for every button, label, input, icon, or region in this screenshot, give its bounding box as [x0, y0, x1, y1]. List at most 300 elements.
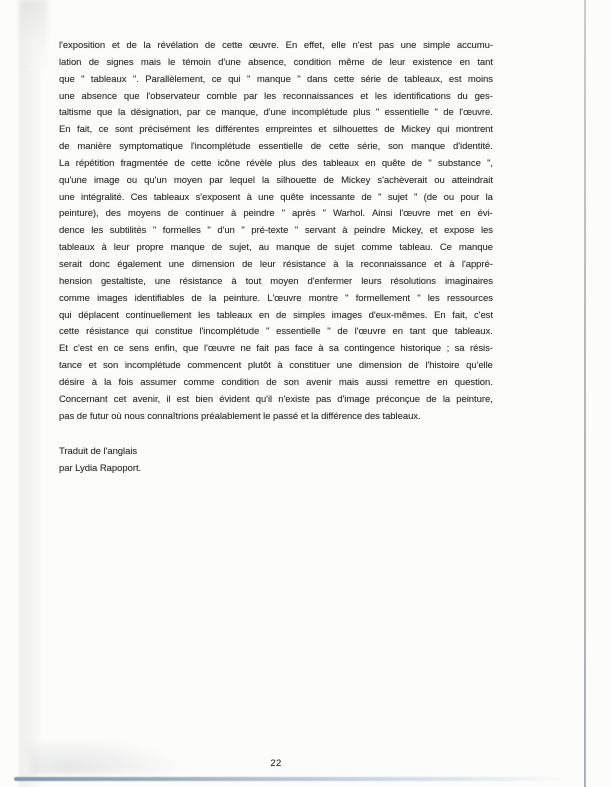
- word: des: [364, 410, 380, 422]
- text-line: [59, 343, 493, 360]
- word: tableaux,: [404, 73, 443, 85]
- word: répétition: [75, 157, 115, 169]
- word: le: [263, 410, 271, 422]
- word: Concernant: [59, 393, 108, 405]
- word: qu'un: [144, 174, 167, 186]
- word: ",: [487, 157, 493, 169]
- word: comble: [206, 90, 237, 102]
- word: identifiables: [134, 292, 185, 304]
- word: ": [345, 292, 349, 304]
- word: ": [428, 157, 432, 169]
- word: et: [433, 258, 442, 270]
- word: d'un: [217, 225, 235, 237]
- word: Ces: [130, 191, 148, 203]
- word: la: [345, 258, 354, 270]
- text-line: [59, 141, 493, 158]
- word: formellement: [355, 292, 411, 304]
- word: remettre: [394, 376, 430, 388]
- word: existence: [412, 56, 453, 68]
- word: essentielle: [258, 141, 303, 153]
- word: c'est: [73, 343, 93, 355]
- word: de: [88, 56, 100, 68]
- word: Parallèlement,: [145, 73, 206, 85]
- word: tableaux: [59, 242, 95, 254]
- word: et: [88, 360, 97, 372]
- left-gutter-shadow-top: [20, 0, 47, 75]
- text-line: [59, 124, 493, 141]
- word: ": [81, 73, 85, 85]
- word: de: [276, 309, 287, 321]
- word: désire: [59, 376, 85, 388]
- word: et: [360, 90, 369, 102]
- word: résistance: [283, 258, 326, 270]
- word: l'histoire: [425, 360, 460, 372]
- word: d'eux-mêmes.: [368, 309, 428, 321]
- word: est: [176, 393, 190, 405]
- word: Mickey: [341, 174, 371, 186]
- word: d'identité.: [453, 141, 493, 153]
- word: en: [437, 376, 448, 388]
- word: comme: [59, 292, 90, 304]
- word: évident: [219, 393, 250, 405]
- word: la: [311, 410, 319, 422]
- word: ": [322, 208, 326, 220]
- word: le: [168, 56, 176, 68]
- word: ": [152, 225, 157, 237]
- word: donc: [89, 258, 110, 270]
- text-line: [59, 74, 493, 91]
- word: ": [413, 191, 418, 203]
- word: et: [111, 40, 120, 51]
- word: ou: [126, 174, 138, 186]
- word: moyen: [270, 275, 299, 287]
- word: tableaux: [323, 157, 359, 169]
- word: ": [294, 225, 299, 237]
- word: Ainsi: [372, 208, 393, 220]
- word: peinture),: [59, 208, 99, 220]
- text-line: [59, 394, 493, 411]
- word: plus: [278, 157, 296, 169]
- word: ": [327, 326, 331, 338]
- word: formelles: [162, 225, 201, 237]
- word: condition: [221, 376, 260, 388]
- word: signes: [106, 56, 134, 68]
- word: Ce: [439, 242, 452, 254]
- word: manque,: [221, 107, 259, 119]
- word: montre: [308, 292, 338, 304]
- text-line: [59, 310, 493, 327]
- word: cette: [329, 141, 350, 153]
- word: quête: [280, 191, 304, 203]
- word: connaîtrions: [147, 410, 199, 422]
- word: manque: [458, 242, 493, 254]
- word: l'incomplétude: [199, 326, 260, 338]
- text-line: [59, 91, 493, 108]
- word: une: [59, 191, 75, 203]
- word: ce: [113, 343, 124, 355]
- word: la: [442, 393, 451, 405]
- word: montrent: [455, 124, 493, 136]
- word: en: [365, 157, 376, 169]
- word: en: [460, 208, 471, 220]
- word: (de: [423, 191, 438, 203]
- word: ": [375, 107, 380, 119]
- word: substance: [437, 157, 481, 169]
- word: à: [231, 275, 237, 287]
- word: effet,: [303, 40, 325, 51]
- word: lequel: [229, 174, 255, 186]
- word: cet: [113, 393, 127, 405]
- text-line: [59, 57, 493, 74]
- word: ": [417, 292, 421, 304]
- translator-credit-line: Traduit de l'anglais: [59, 446, 138, 457]
- word: En: [434, 309, 446, 321]
- word: ": [241, 225, 245, 237]
- page-bottom-edge: [14, 777, 566, 781]
- word: résis-: [470, 343, 493, 355]
- word: à: [231, 208, 237, 220]
- word: ou: [434, 174, 445, 186]
- word: tableaux: [153, 191, 190, 203]
- page-right-edge: [584, 0, 586, 787]
- word: serait: [59, 258, 82, 270]
- word: à: [318, 343, 324, 355]
- word: révèle: [246, 157, 273, 169]
- word: peinture,: [456, 393, 493, 405]
- word: qu'elle: [466, 360, 493, 372]
- word: œuvre.: [249, 40, 279, 51]
- word: plus: [353, 107, 371, 119]
- word: tableaux: [90, 73, 127, 85]
- translator-credit: [59, 446, 359, 480]
- word: l'exposition: [59, 40, 106, 51]
- word: série,: [357, 141, 381, 153]
- text-line: [59, 259, 493, 276]
- word: des: [301, 157, 318, 169]
- word: intégralité.: [81, 191, 125, 203]
- word: les: [264, 90, 277, 102]
- word: sa: [454, 343, 465, 355]
- word: ": [281, 208, 286, 220]
- word: de: [317, 242, 328, 254]
- word: la: [261, 174, 270, 186]
- word: de: [361, 191, 372, 203]
- word: des: [105, 208, 121, 220]
- text-line: [59, 377, 493, 394]
- word: contingence: [344, 343, 395, 355]
- word: ne: [240, 343, 251, 355]
- word: Mickey,: [391, 225, 424, 237]
- word: servant: [304, 225, 336, 237]
- word: la: [118, 107, 126, 119]
- word: condition: [293, 56, 332, 68]
- text-line: [59, 411, 493, 428]
- word: sont: [114, 124, 133, 136]
- word: subtilités: [109, 225, 147, 237]
- word: continuellement: [125, 309, 192, 321]
- word: est: [448, 73, 462, 85]
- body-paragraph: [59, 40, 493, 427]
- word: de: [167, 208, 179, 220]
- word: de: [387, 73, 398, 85]
- word: de: [384, 124, 395, 136]
- word: à: [101, 242, 107, 254]
- word: question.: [454, 376, 493, 388]
- word: dimension: [358, 360, 402, 372]
- word: l'œuvre: [399, 208, 431, 220]
- text-line: [59, 225, 493, 242]
- word: à: [246, 191, 252, 203]
- word: et: [318, 124, 327, 136]
- word: symptomatique: [119, 141, 183, 153]
- word: ": [297, 73, 301, 85]
- word: de: [242, 258, 253, 270]
- word: résistance: [86, 326, 129, 338]
- word: images: [97, 292, 128, 304]
- word: tableau.: [399, 242, 433, 254]
- word: pas: [315, 393, 332, 405]
- word: incomplétude: [291, 107, 348, 119]
- word: la: [209, 292, 217, 304]
- word: n'est: [352, 40, 373, 51]
- word: tout: [245, 275, 262, 287]
- word: en: [392, 326, 403, 338]
- word: l'incomplétude: [190, 141, 251, 153]
- word: peindre: [243, 208, 275, 220]
- word: qui: [436, 124, 450, 136]
- word: fait: [256, 343, 269, 355]
- word: désignation,: [130, 107, 182, 119]
- word: sa: [328, 343, 339, 355]
- word: constitue: [155, 326, 193, 338]
- word: bien: [195, 393, 214, 405]
- word: mais: [338, 376, 359, 388]
- word: passé: [273, 410, 299, 422]
- word: peinture.: [223, 292, 261, 304]
- word: en: [97, 343, 109, 355]
- word: la: [104, 376, 112, 388]
- word: préalablement: [201, 410, 261, 422]
- word: différentes: [215, 124, 260, 136]
- word: après: [292, 208, 316, 220]
- word: la: [143, 40, 151, 51]
- text-line: [59, 40, 493, 57]
- word: c'est: [473, 309, 493, 321]
- word: tance: [59, 360, 82, 372]
- word: expose: [444, 225, 475, 237]
- word: essentielle: [384, 107, 429, 119]
- word: absence,: [248, 56, 287, 68]
- word: son: [388, 141, 404, 153]
- word: tableaux: [216, 309, 253, 321]
- word: comme: [183, 376, 215, 388]
- word: fragmentée: [120, 157, 169, 169]
- word: leur: [389, 56, 406, 68]
- word: de: [337, 326, 348, 338]
- word: lation: [59, 56, 82, 68]
- word: s'achèverait: [377, 174, 428, 186]
- word: préconçue: [376, 393, 420, 405]
- text-line: [59, 175, 493, 192]
- word: constituer: [289, 360, 330, 372]
- word: où: [111, 410, 122, 422]
- word: tableaux.: [382, 410, 421, 422]
- word: Warhol.: [332, 208, 365, 220]
- word: une: [400, 40, 417, 51]
- word: les: [481, 225, 493, 237]
- word: futur: [89, 410, 109, 422]
- word: gestaltiste,: [100, 275, 146, 287]
- word: hension: [59, 275, 92, 287]
- word: l'œuvre: [354, 326, 386, 338]
- text-line: [59, 326, 493, 343]
- word: de: [211, 242, 223, 254]
- word: l'œuvre: [204, 343, 236, 355]
- word: commencent: [187, 360, 242, 372]
- word: de: [126, 40, 137, 51]
- text-line: [59, 208, 493, 225]
- word: et: [429, 225, 438, 237]
- word: La: [59, 157, 70, 169]
- word: sens: [129, 343, 149, 355]
- word: et: [300, 410, 309, 422]
- word: précisément: [139, 124, 191, 136]
- word: manque: [411, 141, 446, 153]
- word: qui: [59, 309, 72, 321]
- word: de: [174, 157, 185, 169]
- word: il: [166, 393, 171, 405]
- word: de: [408, 360, 419, 372]
- page-number: 22: [270, 758, 282, 769]
- word: d'une: [263, 107, 287, 119]
- word: de: [191, 292, 202, 304]
- word: une: [168, 258, 185, 270]
- word: résistance: [179, 275, 223, 287]
- word: fait,: [77, 124, 93, 136]
- word: à: [342, 225, 348, 237]
- word: différence: [321, 410, 363, 422]
- word: incomplétude: [124, 360, 181, 372]
- word: par: [186, 107, 201, 119]
- word: du: [457, 90, 468, 102]
- word: ;: [446, 343, 450, 355]
- word: imaginaires: [444, 275, 493, 287]
- word: moyens: [127, 208, 161, 220]
- word: de: [76, 410, 88, 422]
- word: d'une: [218, 56, 241, 68]
- word: assumer: [140, 376, 177, 388]
- word: pas: [378, 40, 394, 51]
- word: atteindrait: [451, 174, 493, 186]
- word: une: [154, 275, 171, 287]
- word: en: [459, 56, 471, 68]
- word: la: [485, 191, 493, 203]
- word: leur: [113, 242, 130, 254]
- word: fois: [118, 376, 134, 388]
- word: à: [333, 258, 339, 270]
- word: à: [91, 376, 97, 388]
- word: peindre: [354, 225, 386, 237]
- word: au: [258, 242, 270, 254]
- word: à: [277, 360, 283, 372]
- word: reconnaissances: [282, 90, 354, 102]
- word: ": [247, 73, 251, 85]
- word: les: [196, 124, 209, 136]
- word: ": [378, 191, 382, 203]
- text-line: [59, 360, 493, 377]
- word: En: [285, 40, 298, 51]
- word: les: [198, 309, 211, 321]
- word: leurs: [361, 275, 382, 287]
- word: les: [91, 225, 104, 237]
- word: pour: [460, 191, 480, 203]
- word: enfin,: [154, 343, 178, 355]
- word: Mickey: [401, 124, 431, 136]
- word: l'œuvre.: [459, 107, 493, 119]
- word: tant: [477, 56, 493, 68]
- word: comme: [361, 242, 393, 254]
- word: l'appré-: [461, 258, 493, 270]
- word: cette: [333, 73, 355, 85]
- word: moins: [467, 73, 493, 85]
- text-line: [59, 107, 493, 124]
- word: ": [207, 225, 211, 237]
- word: ".: [132, 73, 139, 85]
- word: pré-texte: [251, 225, 289, 237]
- word: que: [432, 326, 448, 338]
- word: s'exposent: [195, 191, 241, 203]
- word: d'image: [337, 393, 370, 405]
- word: manque: [256, 73, 291, 85]
- word: manque: [276, 242, 311, 254]
- word: moyen: [173, 174, 203, 186]
- word: dence: [59, 225, 85, 237]
- text-line: [59, 293, 493, 310]
- word: aussi: [365, 376, 388, 388]
- word: qui: [228, 73, 241, 85]
- word: de: [371, 56, 383, 68]
- word: ": [434, 107, 438, 119]
- word: une: [59, 90, 75, 102]
- word: de: [443, 107, 454, 119]
- translator-credit-line: par Lydia Rapoport.: [59, 462, 142, 474]
- word: dans: [307, 73, 328, 85]
- word: résolutions: [390, 275, 436, 287]
- word: même: [338, 56, 365, 68]
- word: silhouette: [276, 174, 317, 186]
- word: témoin: [182, 56, 211, 68]
- word: ges-: [474, 90, 493, 102]
- word: ce: [211, 73, 222, 85]
- word: sujet,: [229, 242, 252, 254]
- word: face: [294, 343, 313, 355]
- word: taltisme: [59, 107, 92, 119]
- word: série: [360, 73, 382, 85]
- word: que: [182, 343, 199, 355]
- word: tant: [409, 326, 426, 338]
- word: dimension: [191, 258, 235, 270]
- word: essentielle: [276, 326, 321, 338]
- word: ce: [206, 107, 216, 119]
- word: à: [449, 258, 455, 270]
- word: reconnaissance: [360, 258, 427, 270]
- word: identifications: [393, 90, 451, 102]
- word: en: [258, 309, 270, 321]
- word: de: [266, 376, 277, 388]
- text-line: [59, 192, 493, 209]
- word: qu'une: [59, 174, 87, 186]
- text-line: [59, 158, 493, 175]
